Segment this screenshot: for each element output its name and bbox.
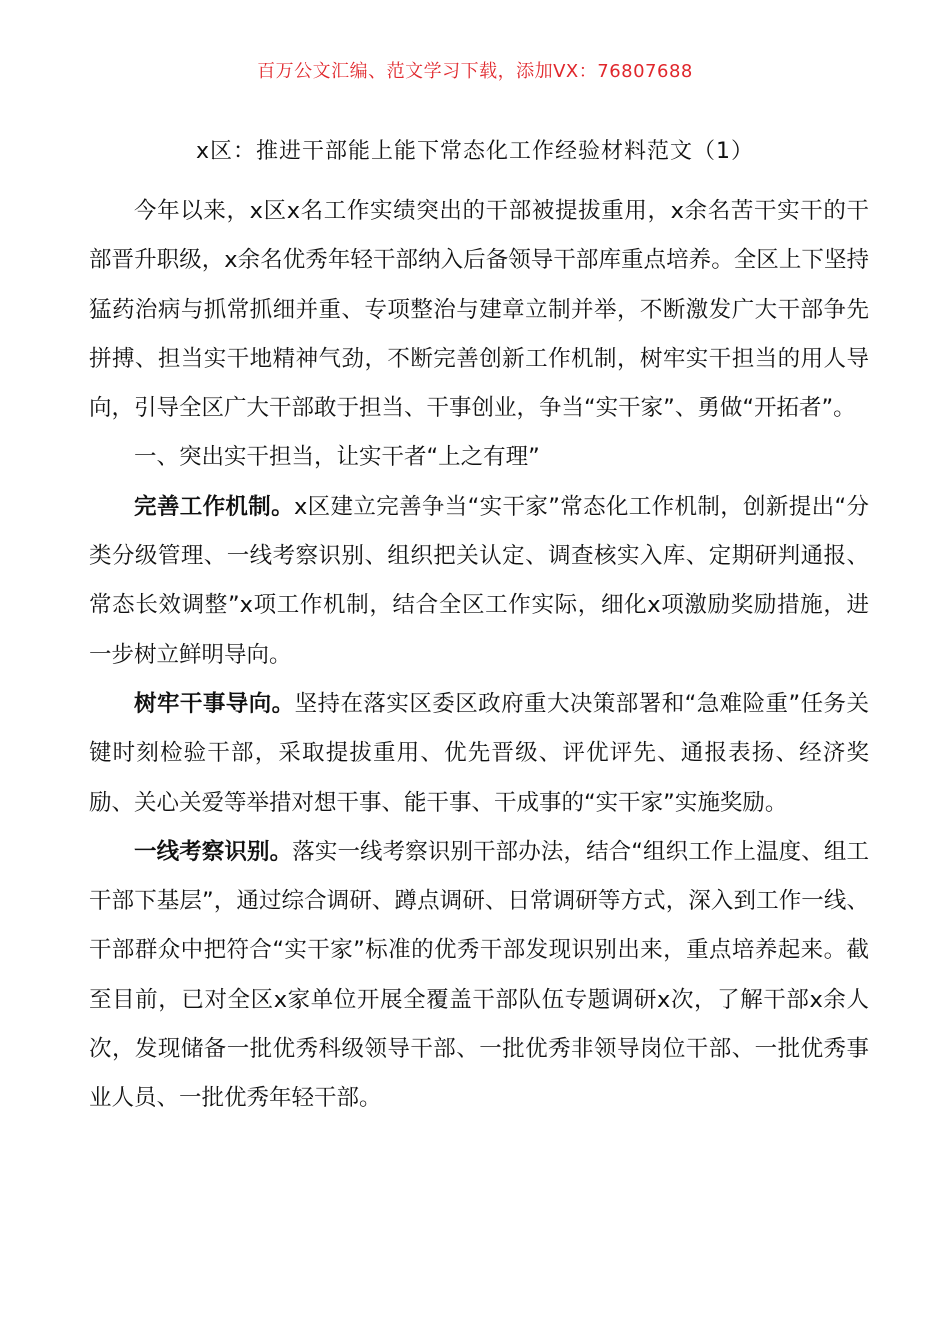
paragraph-text: x区建立完善争当“实干家”常态化工作机制，创新提出“分类分级管理、一线考察识别、组织把关认定、调查核实入库、定期研判通报、常态长效调整”x项工作机制，结合全区工作实际，细化x项激励奖励措施，进一步树立鲜明导向。: [89, 493, 869, 668]
paragraph-lead: 完善工作机制。: [134, 493, 294, 520]
paragraph-inspection: [89, 828, 869, 1124]
paragraph-lead: 一线考察识别。: [134, 838, 293, 865]
paragraph-text: 坚持在落实区委区政府重大决策部署和“急难险重”任务关键时刻检验干部，采取提拔重用、优先晋级、评优评先、通报表扬、经济奖励、关心关爱等举措对想干事、能干事、干成事的“实干家”实施奖励。: [89, 690, 869, 816]
page-title: x区：推进干部能上能下常态化工作经验材料范文（1）: [195, 139, 755, 164]
header-watermark-note: 百万公文汇编、范文学习下载，添加VX：76807688: [257, 61, 693, 82]
intro-paragraph: 今年以来，x区x名工作实绩突出的干部被提拔重用，x余名苦干实干的干部晋升职级，x余名优秀年轻干部纳入后备领导干部库重点培养。全区上下坚持猛药治病与抓常抓细并重、专项整治与建章立制并举，不断激发广大干部争先拼搏、担当实干地精神气劲，不断完善创新工作机制，树牢实干担当的用人导向，引导全区广大干部敢于担当、干事创业，争当“实干家”、勇做“开拓者”。: [89, 198, 869, 422]
document-body: [89, 187, 869, 1124]
paragraph-mechanism: [89, 483, 869, 680]
paragraph-orientation: [89, 680, 869, 828]
section-heading: 一、突出实干担当，让实干者“上之有理”: [134, 444, 540, 471]
paragraph-lead: 树牢干事导向。: [134, 690, 295, 717]
paragraph-text: 落实一线考察识别干部办法，结合“组织工作上温度、组工干部下基层”，通过综合调研、蹲点调研、日常调研等方式，深入到工作一线、干部群众中把符合“实干家”标准的优秀干部发现识别出来，重点培养起来。截至目前，已对全区x家单位开展全覆盖干部队伍专题调研x次，了解干部x余人次，发现储备一批优秀科级领导干部、一批优秀非领导岗位干部、一批优秀事业人员、一批优秀年轻干部。: [89, 838, 869, 1112]
